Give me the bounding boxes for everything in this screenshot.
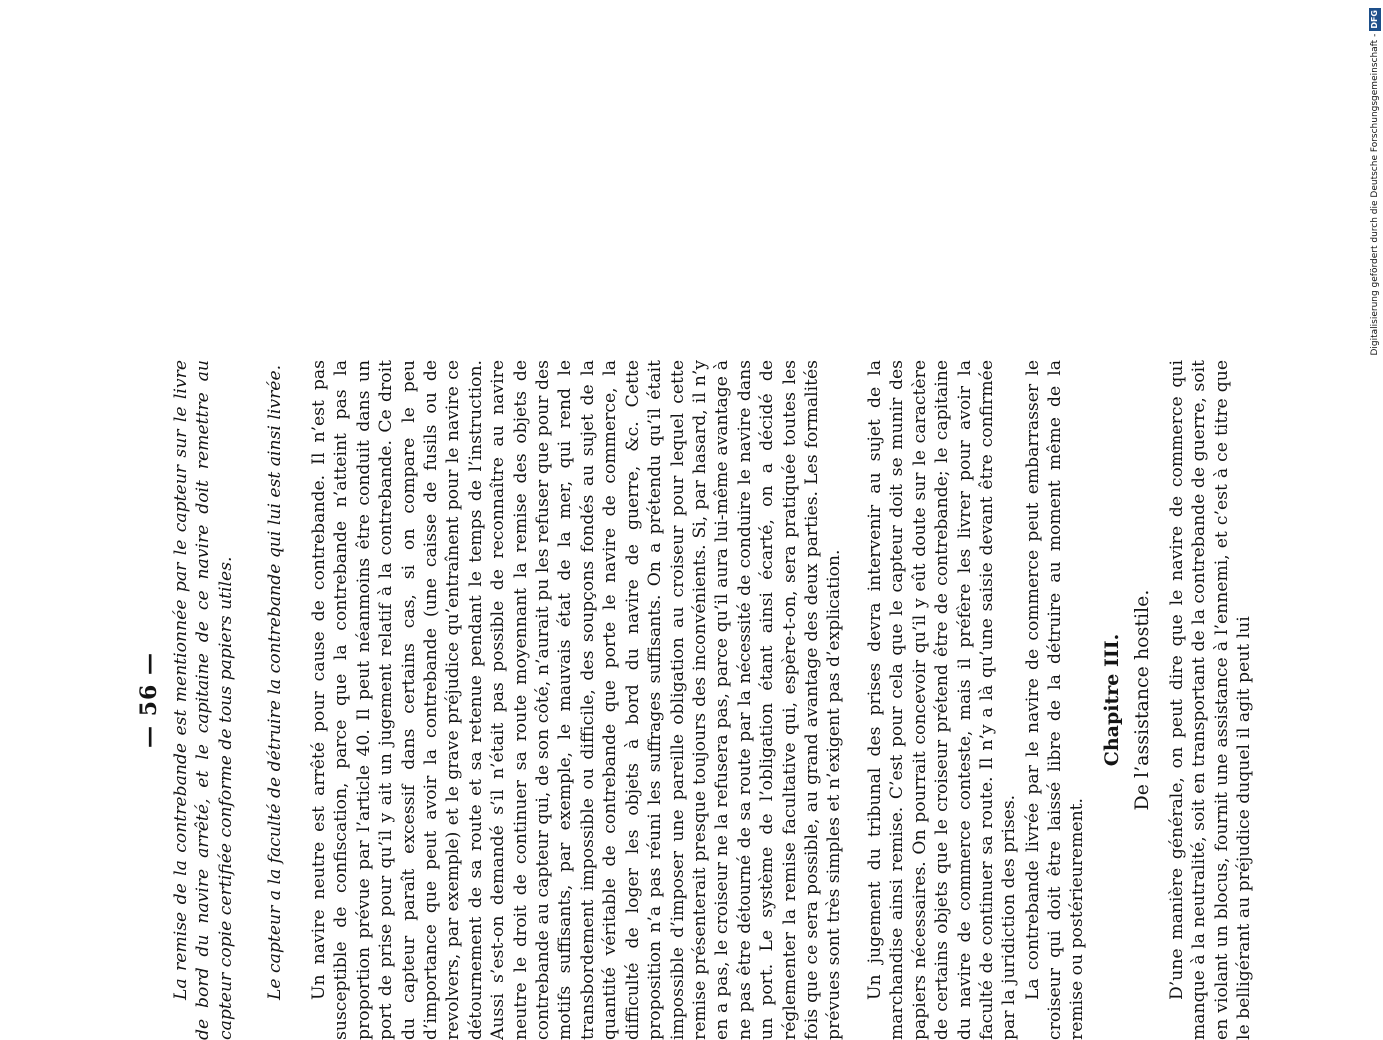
paragraph-2: Un jugement du tribunal des prises devra intervenir au sujet de la marchandise ainsi remise. C’est pour cela que le capteur doit se munir des papiers nécessaires. On pourrait concevoir qu’il y eût doute sur le caractère de certains objets que le croiseur prétend être de contrebande; le capitaine du navire de commerce conteste, mais il préfère les livrer pour avoir la faculté de continuer sa route. Il n’y a là qu’une saisie devant être confirmée par la juridiction des prises. (865, 360, 1020, 1040)
intro-paragraph: La remise de la contrebande est mentionnée par le capteur sur le livre de bord du navire arrêté, et le capitaine de ce navire doit remettre au capteur copie certifiée conforme de tous papiers utiles. (171, 360, 236, 1040)
paragraph-1: Un navire neutre est arrêté pour cause de contrebande. Il n’est pas susceptible de confiscation, parce que la contrebande n’atteint pas la proportion prévue par l’article 40. Il peut néanmoins être conduit dans un port de prise pour qu’il y ait un jugement relatif à la contrebande. Ce droit du capteur paraît excessif dans certains cas, si on compare le peu d’importance que peut avoir la contrebande (une caisse de fusils ou de revolvers, par exemple) et le grave préjudice qu’entraînent pour le navire ce détournement de sa route et sa retenue pendant le temps de l’instruction. Aussi s’est-on demandé s’il n’était pas possible de reconnaître au navire neutre le droit de continuer sa route moyennant la remise des objets de contrebande au capteur qui, de son côté, n’aurait pu les refuser que pour des motifs suffisants, par exemple, le mauvais état de la mer, qui rend le transbordement impossible ou difficile, des soupçons fondés au sujet de la quantité véritable de contrebande que porte le navire de commerce, la difficulté de loger les objets à bord du navire de guerre, &c. Cette proposition n’a pas réuni les suffrages suffisants. On a prétendu qu’il était impossible d’imposer une pareille obligation au croiseur pour lequel cette remise présenterait presque toujours des inconvénients. Si, par hasard, il n’y en a pas, le croiseur ne la refusera pas, parce qu’il aura lui-même avantage à ne pas être détourné de sa route par la nécessité de conduire le navire dans un port. Le système de l’obligation étant ainsi écarté, on a décidé de réglementer la remise facultative qui, espère-t-on, sera pratiquée toutes les fois que ce sera possible, au grand avantage des deux parties. Les formalités prévues sont très simples et n’exigent pas d’explication. (309, 360, 845, 1040)
paragraph-3: La contrebande livrée par le navire de commerce peut embarrasser le croiseur qui doit être laissé libre de la détruire au moment même de la remise ou postérieurement. (1023, 360, 1087, 1040)
paragraph-4: D’une manière générale, on peut dire que le navire de commerce qui manque à la neutralité, soit en transportant de la contrebande de guerre, soit en violant un blocus, fournit une assistance à l’ennemi, et c’est à ce titre que le belligérant au préjudice duquel il agit peut lui (1167, 360, 1255, 1040)
section-heading: Le capteur a la faculté de détruire la contrebande qui lui est ainsi livrée. (265, 364, 285, 1000)
chapter-subtitle: De l’assistance hostile. (1131, 589, 1153, 811)
page-number: — 56 — (136, 652, 162, 748)
digitization-credit (1368, 8, 1382, 398)
chapter-title: Chapitre III. (1101, 633, 1123, 767)
credit-text: Digitalisierung gefördert durch die Deutsche Forschungsgemeinschaft - (1370, 33, 1380, 356)
rotated-document-page (136, 360, 1255, 1040)
dfg-logo: DFG (1370, 10, 1379, 29)
